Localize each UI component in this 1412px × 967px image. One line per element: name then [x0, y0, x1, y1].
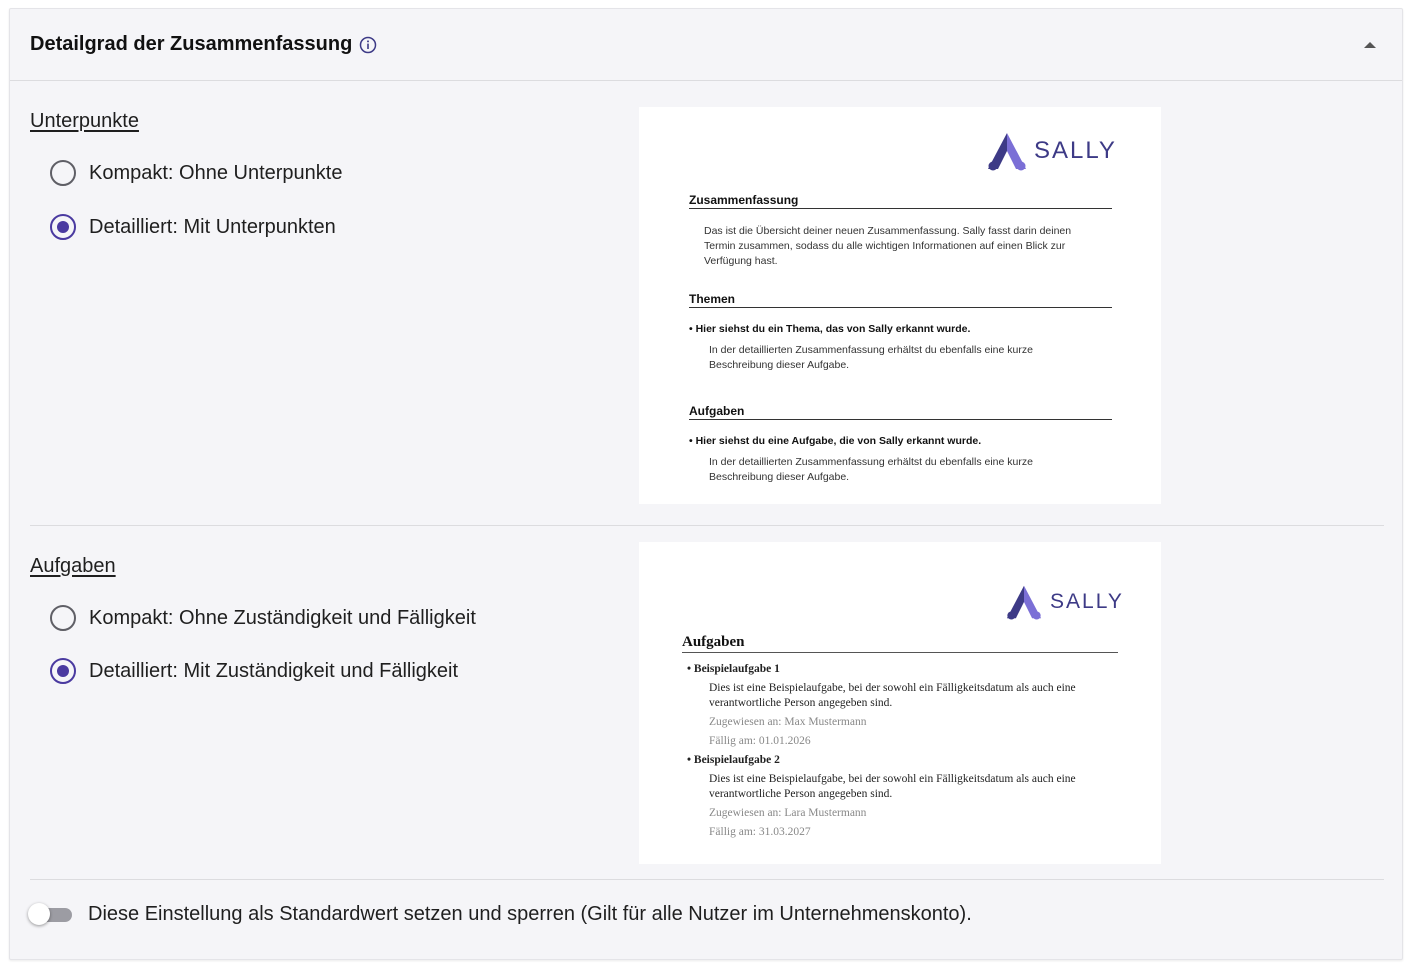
task-list: [687, 662, 1076, 840]
doc-rule: [689, 208, 1112, 209]
doc-line-text: Dies ist eine Beispielaufgabe, bei der sowohl ein Fälligkeitsdatum als auch eine: [709, 773, 1076, 785]
radio-label: Detailliert: Mit Zuständigkeit und Fälligkeit: [89, 659, 459, 682]
task-desc: [687, 772, 1076, 840]
doc-heading: Aufgaben: [689, 404, 745, 418]
radio-kompakt-unterpunkte[interactable]: [50, 160, 342, 186]
doc-bullet: • Hier siehst du ein Thema, das von Sally erkannt wurde.: [689, 323, 971, 335]
radio-button[interactable]: [50, 605, 76, 631]
default-lock-toggle[interactable]: [28, 902, 74, 926]
doc-text: [709, 455, 1033, 485]
task-due: Fällig am: 31.03.2027: [709, 826, 811, 838]
radio-label: Kompakt: Ohne Zuständigkeit und Fälligkeit: [89, 606, 476, 629]
toggle-knob: [28, 903, 50, 925]
task-due: Fällig am: 01.01.2026: [709, 735, 811, 747]
doc-heading: Themen: [689, 292, 736, 306]
doc-text: [704, 224, 1071, 269]
doc-line-text: Beschreibung dieser Aufgabe.: [709, 359, 850, 371]
default-lock-setting: [28, 902, 972, 926]
doc-line-text: Beschreibung dieser Aufgabe.: [709, 471, 850, 483]
radio-kompakt-aufgaben[interactable]: [50, 605, 476, 631]
panel-title: Detailgrad der Zusammenfassung: [30, 33, 353, 55]
section-divider: [30, 879, 1384, 880]
sally-logo-icon: [986, 131, 1028, 171]
radio-detailliert-aufgaben[interactable]: [50, 658, 458, 684]
chevron-up-icon[interactable]: [1362, 37, 1378, 53]
task-title: • Beispielaufgabe 1: [687, 663, 780, 675]
doc-line-text: verantwortliche Person angegeben sind.: [709, 697, 893, 709]
doc-rule: [682, 652, 1118, 653]
radio-button[interactable]: [50, 160, 76, 186]
task-desc: [687, 681, 1076, 749]
task-assignee: Zugewiesen an: Max Mustermann: [709, 716, 867, 728]
radio-label: Detailliert: Mit Unterpunkten: [89, 215, 336, 238]
doc-line-text: In der detaillierten Zusammenfassung erhältst du ebenfalls eine kurze: [709, 344, 1033, 356]
logo-text: SALLY: [1050, 590, 1124, 613]
doc-heading: Aufgaben: [682, 634, 745, 650]
section-divider: [30, 525, 1384, 526]
panel-title-wrap: [30, 33, 377, 56]
doc-line-text: Das ist die Übersicht deiner neuen Zusammenfassung. Sally fasst darin deinen: [704, 225, 1072, 237]
logo-text: SALLY: [1034, 137, 1117, 164]
task-title: • Beispielaufgabe 2: [687, 754, 780, 766]
radio-button[interactable]: [50, 658, 76, 684]
doc-line-text: Termin zusammen, sodass du alle wichtigen Informationen auf einen Blick zur: [704, 240, 1066, 252]
sally-logo: [1004, 584, 1124, 620]
radio-button[interactable]: [50, 214, 76, 240]
doc-text: [709, 343, 1033, 373]
doc-line-text: In der detaillierten Zusammenfassung erhältst du ebenfalls eine kurze: [709, 456, 1033, 468]
sally-logo-icon: [1004, 584, 1044, 620]
doc-heading: Zusammenfassung: [689, 193, 799, 207]
doc-line-text: Verfügung hast.: [704, 255, 778, 267]
doc-rule: [689, 307, 1112, 308]
info-icon[interactable]: [359, 36, 377, 54]
settings-panel: [9, 8, 1403, 960]
radio-detailliert-unterpunkte[interactable]: [50, 214, 336, 240]
radio-label: Kompakt: Ohne Unterpunkte: [89, 161, 343, 184]
preview-aufgaben: [639, 542, 1161, 864]
doc-line-text: verantwortliche Person angegeben sind.: [709, 788, 893, 800]
panel-header[interactable]: [10, 9, 1402, 81]
doc-rule: [689, 419, 1112, 420]
task-assignee: Zugewiesen an: Lara Mustermann: [709, 807, 867, 819]
sally-logo: [986, 131, 1117, 171]
doc-bullet: • Hier siehst du eine Aufgabe, die von Sally erkannt wurde.: [689, 435, 982, 447]
preview-unterpunkte: [639, 107, 1161, 504]
section-title-aufgaben: Aufgaben: [30, 555, 116, 577]
section-title-unterpunkte: Unterpunkte: [30, 110, 139, 132]
doc-line-text: Dies ist eine Beispielaufgabe, bei der sowohl ein Fälligkeitsdatum als auch eine: [709, 682, 1076, 694]
toggle-label: Diese Einstellung als Standardwert setzen und sperren (Gilt für alle Nutzer im Unternehmenskonto).: [88, 902, 972, 925]
